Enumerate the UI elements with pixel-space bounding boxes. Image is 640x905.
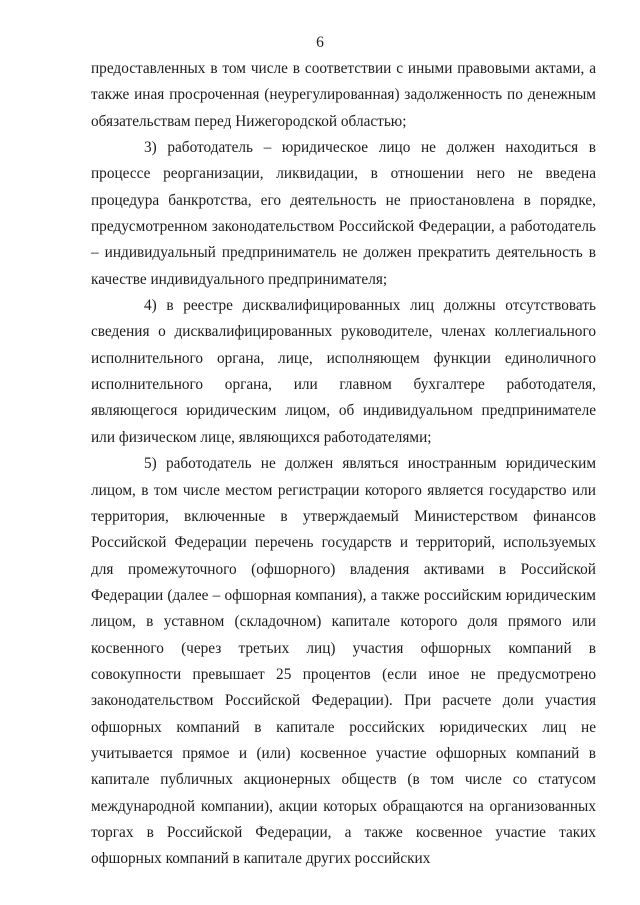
paragraph-item-4: 4) в реестре дисквалифицированных лиц должны отсутствовать сведения о дисквалифицированных руководителе, членах коллегиального исполнительного органа, лице, исполняющем функции единоличного исполнительного органа, или главном бухгалтере работодателя, являющегося юридическим лицом, об индивидуальном предпринимателе или физическом лице, являющихся работодателями; [91,297,596,446]
document-body [91,56,596,873]
paragraph-continuation: предоставленных в том числе в соответствии с иными правовыми актами, а также иная просроченная (неурегулированная) задолженность по денежным обязательствам перед Нижегородской областью; [91,60,596,130]
page-number: 6 [316,34,324,51]
paragraph-item-3: 3) работодатель – юридическое лицо не должен находиться в процессе реорганизации, ликвидации, в отношении него не введена процедура банкротства, его деятельность не приостановлена в порядке, предусмотренном законодательством Российской Федерации, а работодатель – индивидуальный предприниматель не должен прекратить деятельность в качестве индивидуального предпринимателя; [91,139,596,288]
paragraph-item-5: 5) работодатель не должен являться иностранным юридическим лицом, в том числе местом регистрации которого является государство или территория, включенные в утверждаемый Министерством финансов Российской Федерации перечень государств и территорий, используемых для промежуточного (офшорного) владения активами в Российской Федерации (далее – офшорная компания), а также российским юридическим лицом, в уставном (складочном) капитале которого доля прямого или косвенного (через третьих лиц) участия офшорных компаний в совокупности превышает 25 процентов (если иное не предусмотрено законодательством Российской Федерации). При расчете доли участия офшорных компаний в капитале российских юридических лиц не учитывается прямое и (или) косвенное участие офшорных компаний в капитале публичных акционерных обществ (в том числе со статусом международной компании), акции которых обращаются на организованных торгах в Российской Федерации, а также косвенное участие таких офшорных компаний в капитале других российских [91,455,596,868]
